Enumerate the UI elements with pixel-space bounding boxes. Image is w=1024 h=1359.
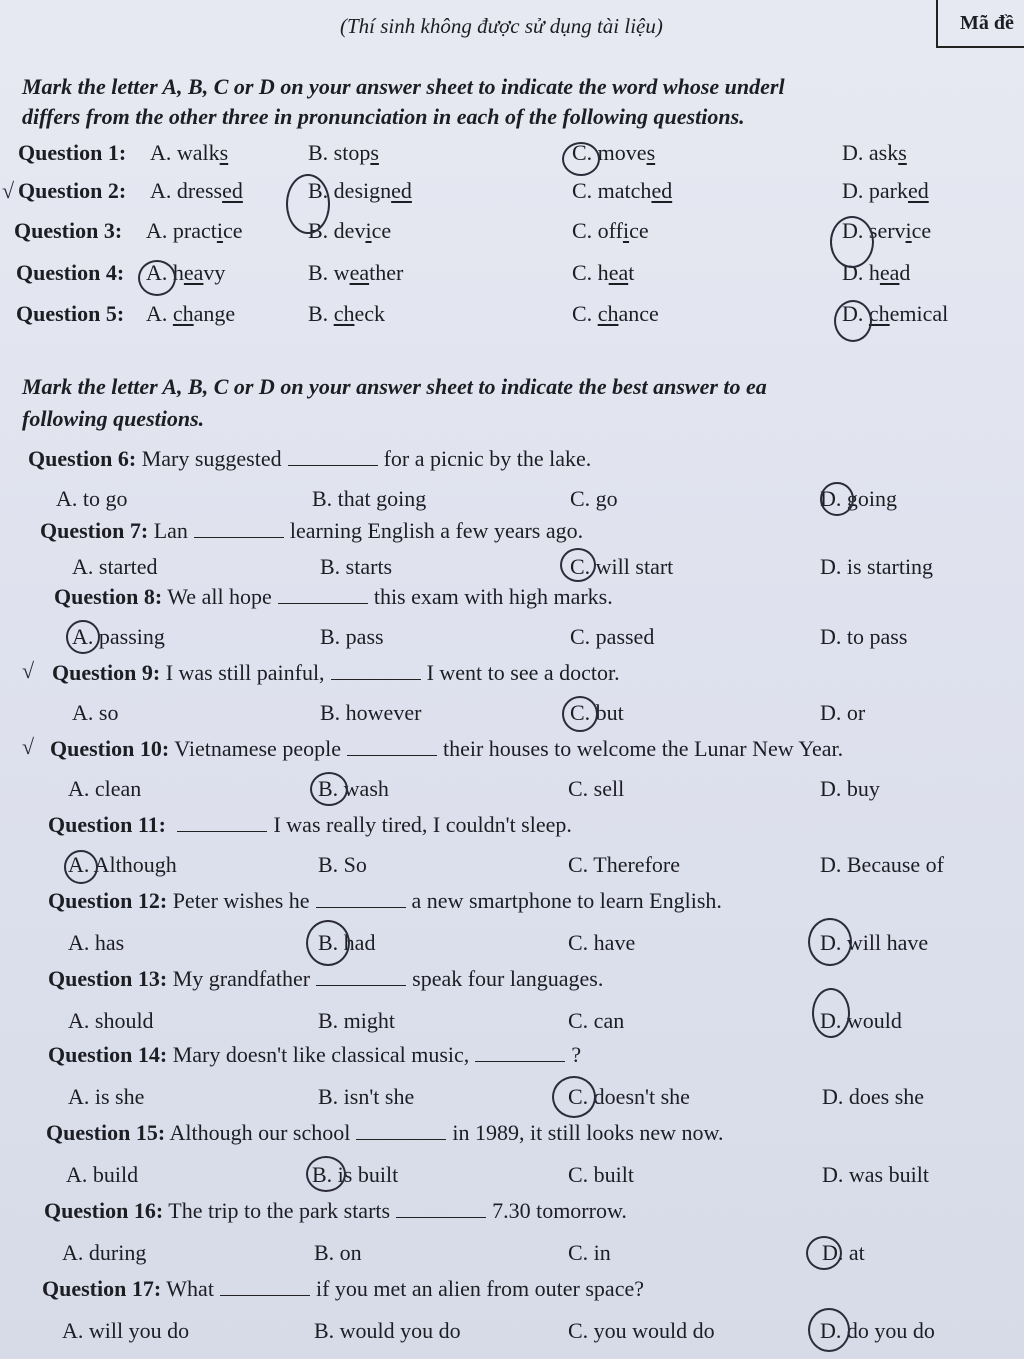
underlined-sound: ed bbox=[222, 178, 243, 203]
question-stem-text bbox=[40, 518, 583, 544]
option-text: ther bbox=[369, 260, 404, 285]
option-text: B. w bbox=[308, 260, 350, 285]
answer-blank[interactable] bbox=[331, 661, 421, 680]
underlined-sound: ed bbox=[651, 178, 673, 203]
stem-after: I went to see a doctor. bbox=[426, 660, 620, 685]
stem-before: Vietnamese people bbox=[174, 736, 341, 761]
option-text: t bbox=[628, 260, 635, 285]
answer-option-d[interactable] bbox=[842, 218, 931, 244]
answer-blank[interactable] bbox=[475, 1043, 565, 1062]
underlined-sound: ea bbox=[879, 260, 900, 285]
answer-option-d[interactable] bbox=[842, 140, 907, 166]
option-text: A. walk bbox=[150, 140, 220, 165]
answer-option-b[interactable]: B. pass bbox=[320, 624, 384, 649]
option-text: D. serv bbox=[842, 218, 906, 243]
question-stem bbox=[0, 888, 1024, 922]
question-stem bbox=[0, 1120, 1024, 1154]
answer-option-d[interactable]: D. going bbox=[820, 486, 897, 511]
answer-option-a[interactable]: A. clean bbox=[68, 776, 142, 801]
answer-option-c[interactable]: C. in bbox=[568, 1240, 611, 1265]
answer-option-d[interactable] bbox=[842, 260, 910, 286]
answer-option-c[interactable]: C. built bbox=[568, 1162, 635, 1187]
option-text: ce bbox=[629, 218, 649, 243]
question-label: Question 6: bbox=[28, 446, 137, 471]
underlined-sound: s bbox=[219, 140, 229, 165]
answer-options bbox=[0, 622, 1024, 656]
question-stem-text bbox=[48, 888, 722, 914]
stem-after: I was really tired, I couldn't sleep. bbox=[273, 812, 572, 837]
answer-option-c[interactable]: C. passed bbox=[570, 624, 655, 649]
answer-option-a[interactable]: A. has bbox=[68, 930, 125, 955]
answer-blank[interactable] bbox=[316, 967, 406, 986]
answer-option-b[interactable] bbox=[308, 260, 403, 286]
stem-after: if you met an alien from outer space? bbox=[315, 1276, 644, 1301]
answer-option-d[interactable]: D. will have bbox=[820, 930, 929, 955]
answer-blank[interactable] bbox=[220, 1277, 310, 1296]
question-label: Question 2: bbox=[18, 178, 127, 203]
question-label: Question 7: bbox=[40, 518, 149, 543]
stem-after: this exam with high marks. bbox=[373, 584, 613, 609]
answer-blank[interactable] bbox=[194, 519, 284, 538]
answer-option-a[interactable]: A. will you do bbox=[62, 1318, 190, 1343]
answer-option-d[interactable]: D. do you do bbox=[820, 1318, 935, 1343]
answer-blank[interactable] bbox=[278, 585, 368, 604]
answer-option-c[interactable]: C. will start bbox=[570, 554, 674, 579]
answer-option-a[interactable] bbox=[146, 218, 243, 244]
option-text: A. pract bbox=[146, 218, 217, 243]
underlined-sound: ed bbox=[907, 178, 929, 203]
answer-option-d[interactable]: D. at bbox=[822, 1240, 865, 1265]
option-text: vy bbox=[203, 260, 226, 285]
answer-options bbox=[0, 774, 1024, 808]
option-text: C. off bbox=[572, 218, 623, 243]
option-text: C. match bbox=[572, 178, 652, 203]
answer-option-b[interactable] bbox=[308, 140, 379, 166]
question-label: Question 3: bbox=[14, 218, 123, 243]
answer-option-b[interactable] bbox=[308, 178, 412, 204]
underlined-sound: s bbox=[370, 140, 379, 165]
question-stem bbox=[0, 584, 1024, 618]
underlined-sound: ch bbox=[172, 301, 194, 326]
answer-option-b[interactable]: B. on bbox=[314, 1240, 362, 1265]
underlined-sound: ea bbox=[349, 260, 370, 285]
answer-option-d[interactable] bbox=[842, 178, 929, 204]
answer-option-c[interactable]: C. sell bbox=[568, 776, 625, 801]
answer-options bbox=[0, 1006, 1024, 1040]
pronunciation-question bbox=[0, 178, 1024, 212]
underlined-sound: ch bbox=[868, 301, 890, 326]
question-label: Question 15: bbox=[46, 1120, 166, 1145]
answer-option-a[interactable] bbox=[146, 301, 235, 327]
stem-after: learning English a few years ago. bbox=[289, 518, 584, 543]
answer-option-c[interactable]: C. but bbox=[570, 700, 624, 725]
underlined-sound: i bbox=[905, 218, 912, 243]
option-text: D. bbox=[842, 301, 869, 326]
stem-before: Mary suggested bbox=[141, 446, 282, 471]
answer-options bbox=[0, 1082, 1024, 1116]
answer-option-d[interactable] bbox=[842, 301, 948, 327]
option-text: d bbox=[899, 260, 911, 285]
question-stem-text bbox=[46, 1120, 724, 1146]
option-text: D. ask bbox=[842, 140, 899, 165]
underlined-sound: i bbox=[622, 218, 630, 243]
answer-option-d[interactable]: D. buy bbox=[820, 776, 880, 801]
check-mark: √ bbox=[22, 734, 35, 759]
stem-before: Lan bbox=[153, 518, 188, 543]
answer-option-d[interactable]: D. was built bbox=[822, 1162, 929, 1187]
answer-option-a[interactable]: A. during bbox=[62, 1240, 147, 1265]
option-text: eck bbox=[354, 301, 385, 326]
option-text: ange bbox=[193, 301, 236, 326]
answer-options bbox=[0, 552, 1024, 586]
stem-before: What bbox=[166, 1276, 214, 1301]
question-stem bbox=[0, 966, 1024, 1000]
answer-option-c[interactable]: C. go bbox=[570, 486, 618, 511]
question-stem bbox=[0, 736, 1024, 770]
answer-option-d[interactable]: D. to pass bbox=[820, 624, 908, 649]
section2-instruction-line1: Mark the letter A, B, C or D on your answer sheet to indicate the best answer to ea bbox=[22, 374, 767, 399]
question-stem-text bbox=[48, 812, 572, 838]
option-text: ce bbox=[371, 218, 392, 243]
answer-option-b[interactable] bbox=[308, 218, 391, 244]
stem-after: ? bbox=[571, 1042, 582, 1067]
answer-blank[interactable] bbox=[288, 447, 378, 466]
answer-option-c[interactable]: C. can bbox=[568, 1008, 625, 1033]
section1-instruction-line2: differs from the other three in pronunciation in each of the following questions. bbox=[22, 104, 745, 129]
stem-after: their houses to welcome the Lunar New Year. bbox=[442, 736, 844, 761]
question-stem-text bbox=[54, 584, 613, 610]
stem-before: Although our school bbox=[169, 1120, 351, 1145]
answer-option-b[interactable]: B. however bbox=[320, 700, 422, 725]
question-stem bbox=[0, 1042, 1024, 1076]
answer-option-a[interactable]: A. so bbox=[72, 700, 119, 725]
check-mark: √ bbox=[2, 178, 15, 203]
answer-option-d[interactable]: D. or bbox=[820, 700, 866, 725]
question-stem-text bbox=[50, 736, 843, 762]
stem-after: in 1989, it still looks new now. bbox=[452, 1120, 724, 1145]
answer-option-c[interactable] bbox=[572, 140, 655, 166]
answer-options bbox=[0, 1238, 1024, 1272]
question-label: Question 1: bbox=[18, 140, 127, 165]
answer-options bbox=[0, 484, 1024, 518]
answer-option-a[interactable]: A. should bbox=[68, 1008, 154, 1033]
stem-before: Peter wishes he bbox=[172, 888, 310, 913]
option-text: B. design bbox=[308, 178, 392, 203]
question-label: Question 14: bbox=[48, 1042, 168, 1067]
answer-options bbox=[0, 928, 1024, 962]
option-text: ce bbox=[911, 218, 932, 243]
exam-code-box: Mã đề bbox=[936, 0, 1024, 48]
question-stem-text bbox=[52, 660, 620, 686]
question-label: Question 12: bbox=[48, 888, 168, 913]
answer-option-c[interactable]: C. doesn't she bbox=[568, 1084, 690, 1109]
answer-option-a[interactable]: A. started bbox=[72, 554, 158, 579]
pronunciation-question bbox=[0, 260, 1024, 294]
option-text: ance bbox=[618, 301, 659, 326]
question-stem bbox=[0, 518, 1024, 552]
answer-option-b[interactable]: B. is built bbox=[312, 1162, 399, 1187]
option-text: C. move bbox=[572, 140, 647, 165]
option-text: D. h bbox=[842, 260, 880, 285]
answer-option-d[interactable]: D. would bbox=[820, 1008, 902, 1033]
answer-option-a[interactable]: A. is she bbox=[68, 1084, 145, 1109]
check-mark: √ bbox=[22, 658, 35, 683]
answer-option-c[interactable] bbox=[572, 178, 672, 204]
answer-option-b[interactable]: B. So bbox=[318, 852, 367, 877]
answer-option-c[interactable]: C. have bbox=[568, 930, 636, 955]
answer-option-d[interactable]: D. Because of bbox=[820, 852, 945, 877]
question-stem bbox=[0, 1276, 1024, 1310]
answer-option-c[interactable]: C. Therefore bbox=[568, 852, 680, 877]
underlined-sound: ea bbox=[608, 260, 629, 285]
option-text: B. dev bbox=[308, 218, 366, 243]
option-text: ce bbox=[222, 218, 243, 243]
answer-blank[interactable] bbox=[356, 1121, 446, 1140]
answer-option-c[interactable] bbox=[572, 218, 649, 244]
answer-option-a[interactable] bbox=[150, 178, 243, 204]
question-label: Question 5: bbox=[16, 301, 125, 326]
section1-instruction-line1: Mark the letter A, B, C or D on your answer sheet to indicate the word whose underl bbox=[22, 74, 785, 99]
answer-option-c[interactable] bbox=[572, 301, 659, 327]
stem-after: speak four languages. bbox=[412, 966, 604, 991]
stem-before: The trip to the park starts bbox=[168, 1198, 391, 1223]
answer-blank[interactable] bbox=[316, 889, 406, 908]
answer-option-a[interactable]: A. passing bbox=[72, 624, 165, 649]
answer-option-d[interactable]: D. is starting bbox=[820, 554, 934, 579]
answer-option-b[interactable]: B. might bbox=[318, 1008, 396, 1033]
question-stem bbox=[0, 446, 1024, 480]
underlined-sound: ch bbox=[597, 301, 619, 326]
underlined-sound: s bbox=[898, 140, 907, 165]
option-text: D. park bbox=[842, 178, 908, 203]
answer-options bbox=[0, 1316, 1024, 1350]
stem-before: My grandfather bbox=[172, 966, 311, 991]
question-label: Question 8: bbox=[54, 584, 163, 609]
question-stem-text bbox=[28, 446, 591, 472]
answer-option-c[interactable] bbox=[572, 260, 634, 286]
pronunciation-question bbox=[0, 218, 1024, 252]
stem-before: I was still painful, bbox=[165, 660, 325, 685]
option-text: C. bbox=[572, 301, 598, 326]
underlined-sound: ed bbox=[391, 178, 412, 203]
question-label: Question 16: bbox=[44, 1198, 164, 1223]
option-text: B. bbox=[308, 301, 334, 326]
answer-option-b[interactable] bbox=[308, 301, 385, 327]
section2-instruction-line2: following questions. bbox=[22, 406, 205, 431]
question-label: Question 9: bbox=[52, 660, 161, 685]
stem-after: for a picnic by the lake. bbox=[383, 446, 592, 471]
answer-option-b[interactable]: B. that going bbox=[312, 486, 427, 511]
question-stem-text bbox=[42, 1276, 644, 1302]
answer-option-a[interactable]: A. Although bbox=[68, 852, 177, 877]
answer-option-b[interactable]: B. would you do bbox=[314, 1318, 461, 1343]
question-stem bbox=[0, 660, 1024, 694]
pronunciation-question bbox=[0, 301, 1024, 335]
question-label: Question 4: bbox=[16, 260, 125, 285]
exam-note: (Thí sinh không được sử dụng tài liệu) bbox=[340, 14, 663, 38]
question-stem-text bbox=[48, 966, 603, 992]
stem-after: 7.30 tomorrow. bbox=[492, 1198, 627, 1223]
answer-option-d[interactable]: D. does she bbox=[822, 1084, 925, 1109]
answer-option-a[interactable] bbox=[146, 260, 225, 286]
question-label: Question 13: bbox=[48, 966, 168, 991]
question-stem-text bbox=[44, 1198, 627, 1224]
option-text: A. h bbox=[146, 260, 184, 285]
underlined-sound: ch bbox=[333, 301, 355, 326]
answer-option-b[interactable]: B. starts bbox=[320, 554, 393, 579]
answer-option-b[interactable]: B. had bbox=[318, 930, 376, 955]
underlined-sound: s bbox=[646, 140, 656, 165]
answer-blank[interactable] bbox=[177, 813, 267, 832]
option-text: B. stop bbox=[308, 140, 371, 165]
answer-option-a[interactable]: A. build bbox=[66, 1162, 139, 1187]
answer-options bbox=[0, 698, 1024, 732]
underlined-sound: i bbox=[365, 218, 372, 243]
question-label: Question 10: bbox=[50, 736, 170, 761]
answer-option-b[interactable]: B. isn't she bbox=[318, 1084, 415, 1109]
option-text: A. dress bbox=[150, 178, 223, 203]
question-stem bbox=[0, 812, 1024, 846]
answer-option-c[interactable]: C. you would do bbox=[568, 1318, 715, 1343]
question-stem-text bbox=[48, 1042, 581, 1068]
answer-options bbox=[0, 850, 1024, 884]
question-label: Question 11: bbox=[48, 812, 166, 837]
underlined-sound: i bbox=[216, 218, 223, 243]
underlined-sound: ea bbox=[183, 260, 204, 285]
answer-blank[interactable] bbox=[396, 1199, 486, 1218]
stem-before: We all hope bbox=[167, 584, 272, 609]
pronunciation-question bbox=[0, 140, 1024, 174]
stem-after: a new smartphone to learn English. bbox=[411, 888, 722, 913]
option-text: emical bbox=[889, 301, 949, 326]
answer-options bbox=[0, 1160, 1024, 1194]
option-text: C. h bbox=[572, 260, 609, 285]
question-label: Question 17: bbox=[42, 1276, 162, 1301]
question-stem bbox=[0, 1198, 1024, 1232]
option-text: A. bbox=[146, 301, 173, 326]
stem-before: Mary doesn't like classical music, bbox=[172, 1042, 470, 1067]
answer-blank[interactable] bbox=[347, 737, 437, 756]
answer-option-b[interactable]: B. wash bbox=[318, 776, 389, 801]
answer-option-a[interactable] bbox=[150, 140, 228, 166]
answer-option-a[interactable]: A. to go bbox=[56, 486, 128, 511]
